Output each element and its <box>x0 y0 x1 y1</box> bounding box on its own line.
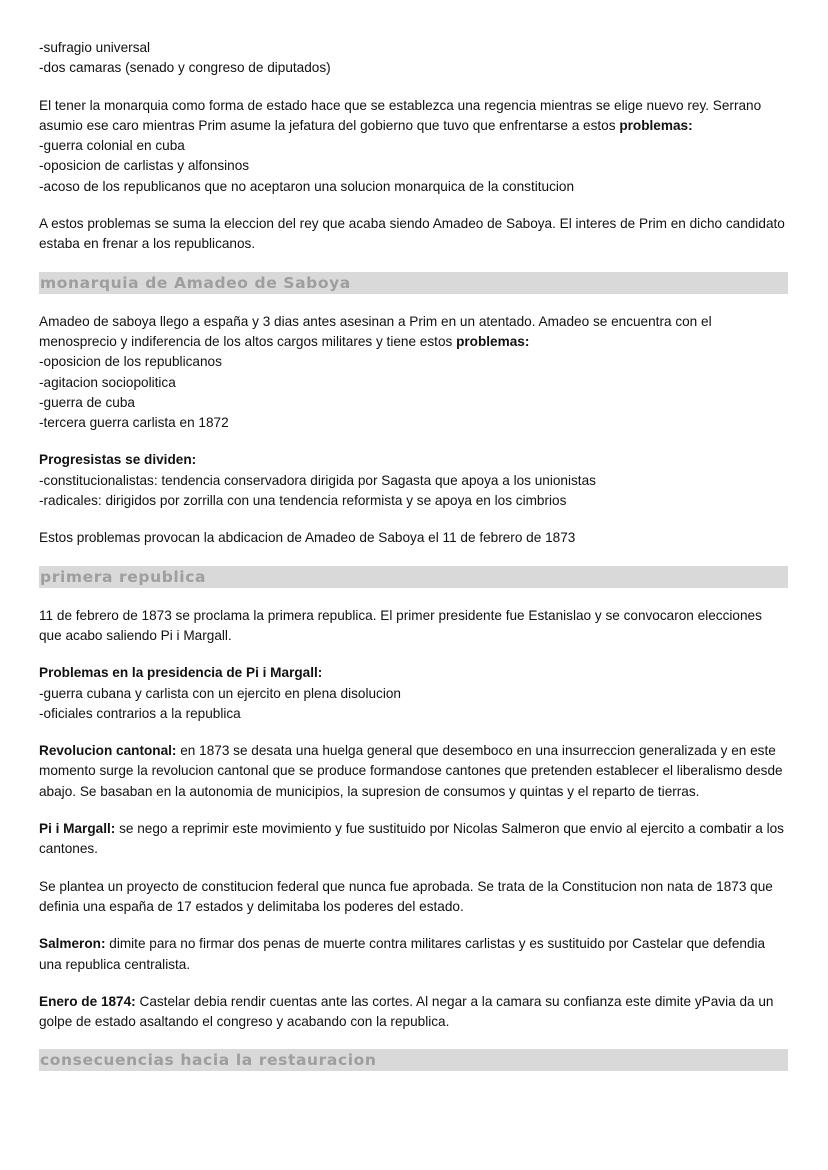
section-heading-republica: primera republica <box>39 566 788 588</box>
bold-label: problemas: <box>456 333 530 349</box>
enero-1874-paragraph: Enero de 1874: Castelar debia rendir cuentas ante las cortes. Al negar a la camara su confianza este dimite yPavia da un golpe de estado asaltando el congreso y acabando con la republica. <box>39 993 774 1030</box>
bold-label: Revolucion cantonal: <box>39 743 177 759</box>
pi-margall-paragraph: Pi i Margall: se nego a reprimir este movimiento y fue sustituido por Nicolas Salmeron que envio al ejercito a combatir a los cantones. <box>39 821 784 857</box>
progresistas-heading: Progresistas se dividen: <box>39 452 197 468</box>
bold-label: problemas: <box>619 117 693 133</box>
list-item: -constitucionalistas: tendencia conservadora dirigida por Sagasta que apoya a los unionistas <box>39 472 596 488</box>
list-item: -dos camaras (senado y congreso de diputados) <box>39 60 331 76</box>
list-item: -oposicion de carlistas y alfonsinos <box>39 158 250 174</box>
amadeo-paragraph-1: Amadeo de saboya llego a españa y 3 dias antes asesinan a Prim en un atentado. Amadeo se encuentra con el menosprecio y indiferencia de los altos cargos militares y tiene estos problemas: <box>39 313 712 349</box>
section-heading-consecuencias: consecuencias hacia la restauracion <box>39 1049 788 1071</box>
section-heading-amadeo: monarquia de Amadeo de Saboya <box>39 272 788 294</box>
republica-paragraph-1: 11 de febrero de 1873 se proclama la primera republica. El primer presidente fue Estanislao y se convocaron elecciones que acabo saliendo Pi i Margall. <box>39 607 762 643</box>
pi-margall-problems-heading: Problemas en la presidencia de Pi i Margall: <box>39 665 323 681</box>
bold-label: Salmeron: <box>39 936 106 952</box>
constitucion-paragraph: Se plantea un proyecto de constitucion federal que nunca fue aprobada. Se trata de la Constitucion non nata de 1873 que definia una españa de 17 estados y delimitaba los poderes del estado. <box>39 878 773 914</box>
intro-paragraph-2: A estos problemas se suma la eleccion del rey que acaba siendo Amadeo de Saboya. El interes de Prim en dicho candidato estaba en frenar a los republicanos. <box>39 216 785 252</box>
progresistas-list <box>39 471 788 512</box>
list-item: -radicales: dirigidos por zorrilla con una tendencia reformista y se apoya en los cimbrios <box>39 493 567 509</box>
list-item: -guerra colonial en cuba <box>39 138 185 154</box>
intro-paragraph-1: El tener la monarquia como forma de estado hace que se establezca una regencia mientras se elige nuevo rey. Serrano asumio ese caro mientras Prim asume la jefatura del gobierno que tuvo que enfrentarse a estos problemas: <box>39 97 762 133</box>
list-item: -acoso de los republicanos que no aceptaron una solucion monarquica de la constitucion <box>39 178 575 194</box>
intro-list-1 <box>39 38 788 79</box>
amadeo-problems-list <box>39 352 788 433</box>
bold-label: Pi i Margall: <box>39 821 116 837</box>
list-item: -sufragio universal <box>39 40 151 55</box>
list-item: -oposicion de los republicanos <box>39 354 222 370</box>
salmeron-paragraph: Salmeron: dimite para no firmar dos penas de muerte contra militares carlistas y es sustituido por Castelar que defendia una republica centralista. <box>39 936 766 972</box>
cantonal-paragraph: Revolucion cantonal: en 1873 se desata una huelga general que desemboco en una insurreccion generalizada y en este momento surge la revolucion cantonal que se produce formandose cantones que pretenden establecer el liberalismo desde abajo. Se basaban en la autonomia de municipios, la supresion de consumos y quintas y el reparto de tierras. <box>39 743 783 799</box>
list-item: -agitacion sociopolitica <box>39 374 176 390</box>
list-item: -oficiales contrarios a la republica <box>39 705 241 721</box>
intro-list-2 <box>39 136 788 197</box>
amadeo-paragraph-2: Estos problemas provocan la abdicacion de Amadeo de Saboya el 11 de febrero de 1873 <box>39 530 576 546</box>
list-item: -tercera guerra carlista en 1872 <box>39 415 229 431</box>
list-item: -guerra cubana y carlista con un ejercito en plena disolucion <box>39 685 401 701</box>
pi-margall-problems-list <box>39 684 788 725</box>
list-item: -guerra de cuba <box>39 394 135 410</box>
bold-label: Enero de 1874: <box>39 993 136 1009</box>
